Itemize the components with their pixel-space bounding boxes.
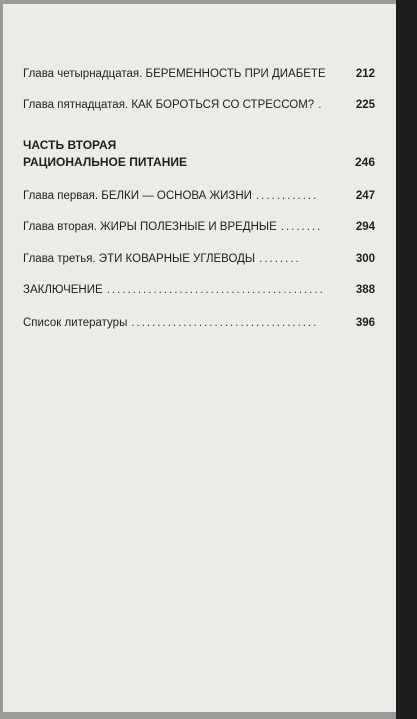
toc-entry-label: Список литературы [23, 317, 128, 329]
toc-entry-page: 212 [355, 68, 375, 80]
toc-leader-dots: .......................................... [106, 284, 325, 296]
part-two-page: 246 [354, 155, 375, 169]
part-two-title: РАЦИОНАЛЬНОЕ ПИТАНИЕ [23, 155, 187, 169]
toc-entry-label: Глава пятнадцатая. КАК БОРОТЬСЯ СО СТРЕССОМ? [23, 99, 315, 111]
toc-entry-label: Глава вторая. ЖИРЫ ПОЛЕЗНЫЕ И ВРЕДНЫЕ [23, 221, 277, 233]
part-two-heading: ЧАСТЬ ВТОРАЯ [23, 138, 117, 152]
toc-leader-dots: .................................... [131, 317, 319, 329]
toc-leader-dots: ........ [280, 221, 323, 233]
book-page [3, 4, 396, 712]
toc-entry-page: 294 [355, 221, 375, 233]
toc-entry-chapter-3 [23, 252, 375, 266]
toc-part-two [23, 137, 375, 171]
toc-entry-page: 396 [355, 317, 375, 329]
toc-entry-chapter-2 [23, 220, 375, 234]
toc-entry-page: 247 [355, 190, 375, 202]
book-spine-shadow [396, 0, 417, 719]
toc-entry-chapter-14 [23, 67, 375, 81]
toc-entry-label: Глава первая. БЕЛКИ — ОСНОВА ЖИЗНИ [23, 190, 252, 202]
toc-entry-conclusion [23, 283, 375, 297]
toc-entry-label: ЗАКЛЮЧЕНИЕ [23, 284, 103, 296]
toc-leader-dots: ........ [259, 253, 301, 265]
toc-leader-dots: ............ [255, 190, 319, 202]
table-of-contents [3, 4, 396, 712]
toc-entry-page: 388 [355, 284, 375, 296]
toc-entry-label: Глава третья. ЭТИ КОВАРНЫЕ УГЛЕВОДЫ [23, 253, 256, 265]
toc-leader-dots: . [318, 99, 324, 111]
toc-entry-chapter-1 [23, 189, 375, 203]
toc-entry-page: 300 [355, 253, 375, 265]
toc-entry-bibliography [23, 316, 375, 330]
toc-entry-label: Глава четырнадцатая. БЕРЕМЕННОСТЬ ПРИ ДИАБЕТЕ [23, 68, 326, 80]
toc-entry-page: 225 [355, 99, 375, 111]
toc-entry-chapter-15 [23, 98, 375, 112]
